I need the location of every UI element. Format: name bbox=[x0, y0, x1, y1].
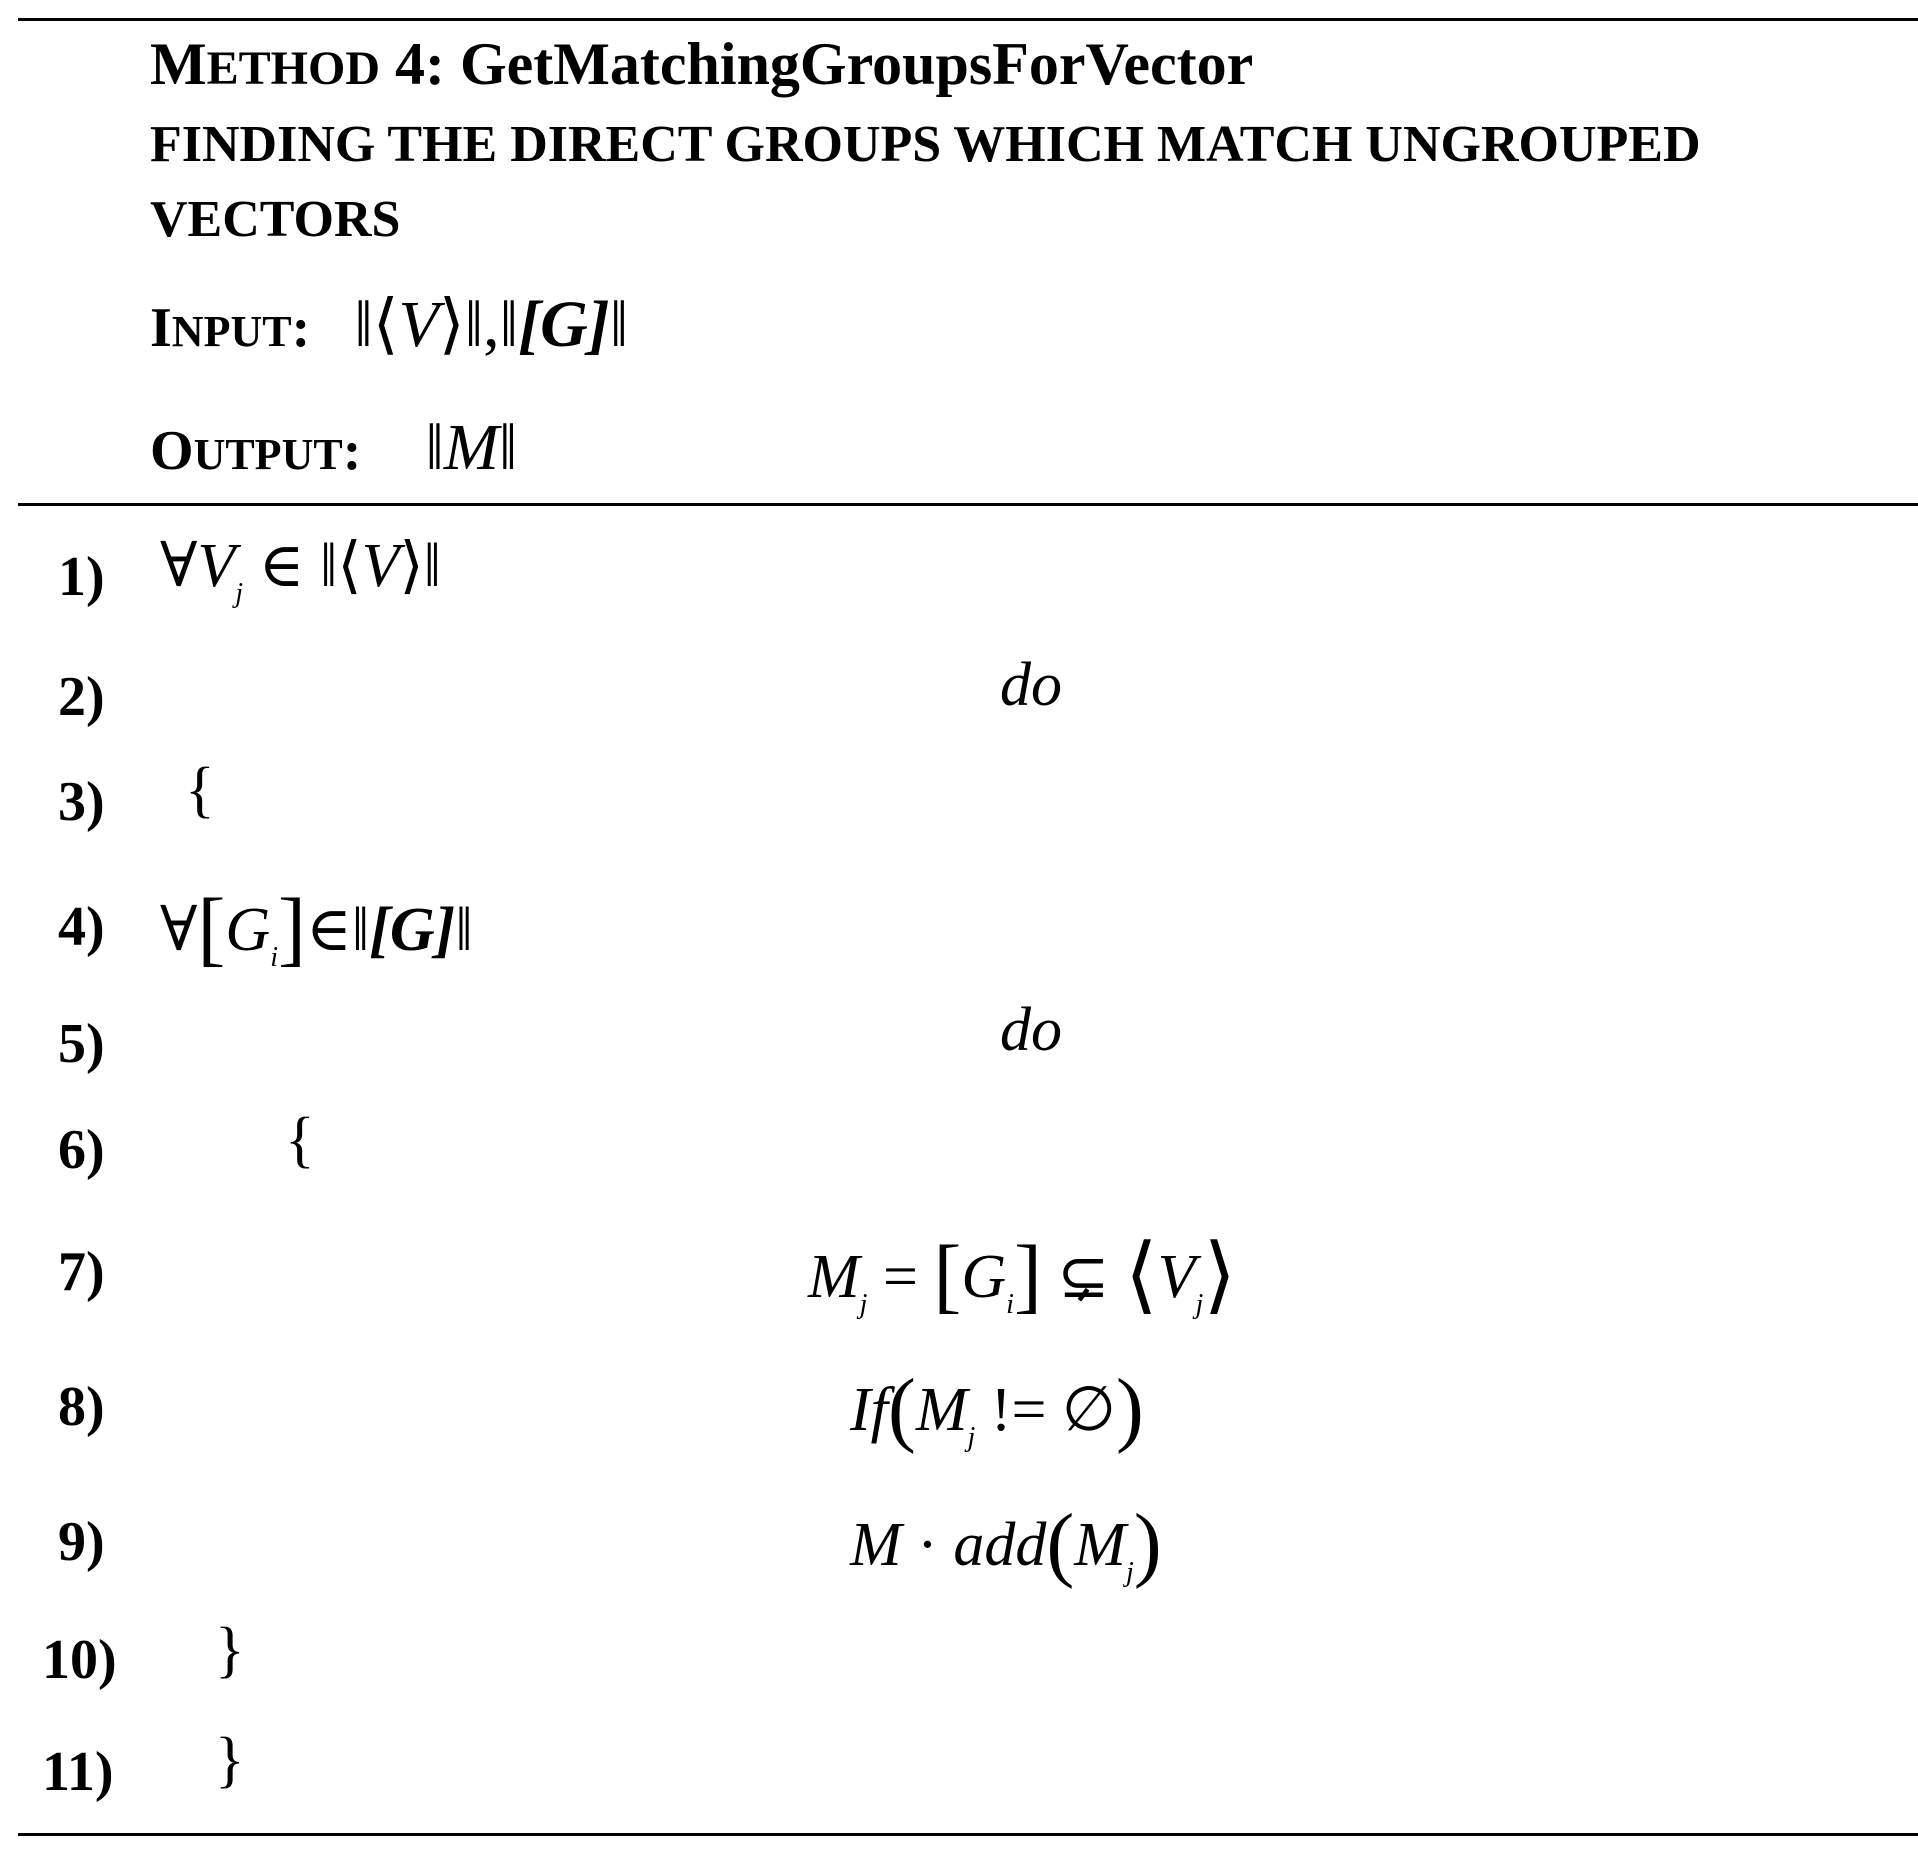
line-number: 4) bbox=[58, 896, 105, 958]
method-title bbox=[150, 30, 1253, 99]
line-number: 10) bbox=[42, 1629, 117, 1691]
input-formula: ‖⟨V⟩‖,‖[G]‖ bbox=[354, 288, 629, 361]
line-3-open-brace: { bbox=[185, 756, 215, 824]
line-number: 11) bbox=[42, 1741, 114, 1803]
method-name: GetMatchingGroupsForVector bbox=[460, 31, 1254, 97]
add-keyword: add bbox=[953, 1511, 1047, 1579]
input-label: INPUT: bbox=[150, 297, 311, 359]
output-label: OUTPUT: bbox=[150, 420, 362, 482]
line-10-close-brace: } bbox=[215, 1616, 245, 1684]
line-number: 1) bbox=[58, 546, 105, 608]
line-7-formula: $M_j = [G_i]$ ⊊ $⟨V_j⟩$ bbox=[808, 1229, 1237, 1322]
top-rule bbox=[18, 18, 1918, 21]
line-number: 6) bbox=[58, 1119, 105, 1181]
line-number: 8) bbox=[58, 1376, 105, 1438]
line-number: 9) bbox=[58, 1511, 105, 1573]
line-6-open-brace: { bbox=[285, 1106, 315, 1174]
line-8-formula: $If(M_j$ != ∅) bbox=[850, 1362, 1144, 1455]
line-11-close-brace: } bbox=[215, 1726, 245, 1794]
line-number: 7) bbox=[58, 1241, 105, 1303]
output-row bbox=[150, 410, 517, 486]
line-4-formula: $\forall[G_i]\in‖[G]‖$ bbox=[160, 882, 473, 975]
output-formula: ‖M‖ bbox=[425, 411, 518, 484]
header-divider bbox=[18, 503, 1918, 506]
method-prefix: METHOD 4: bbox=[150, 31, 460, 97]
bottom-rule bbox=[18, 1833, 1918, 1836]
line-1-formula: $\forall V_j$ ∈ ‖⟨V⟩‖ bbox=[160, 532, 442, 609]
line-number: 2) bbox=[58, 666, 105, 728]
method-subtitle-line2: VECTORS bbox=[150, 191, 401, 248]
line-5-do-keyword: do bbox=[1000, 996, 1062, 1064]
line-2-do-keyword: do bbox=[1000, 651, 1062, 719]
line-9-formula: $M \cdot add(M_j)$ bbox=[850, 1497, 1162, 1590]
line-number: 3) bbox=[58, 771, 105, 833]
line-number: 5) bbox=[58, 1013, 105, 1075]
method-subtitle-line1: FINDING THE DIRECT GROUPS WHICH MATCH UNGROUPED bbox=[150, 116, 1701, 173]
input-row bbox=[150, 285, 628, 363]
if-keyword: If bbox=[850, 1376, 888, 1444]
